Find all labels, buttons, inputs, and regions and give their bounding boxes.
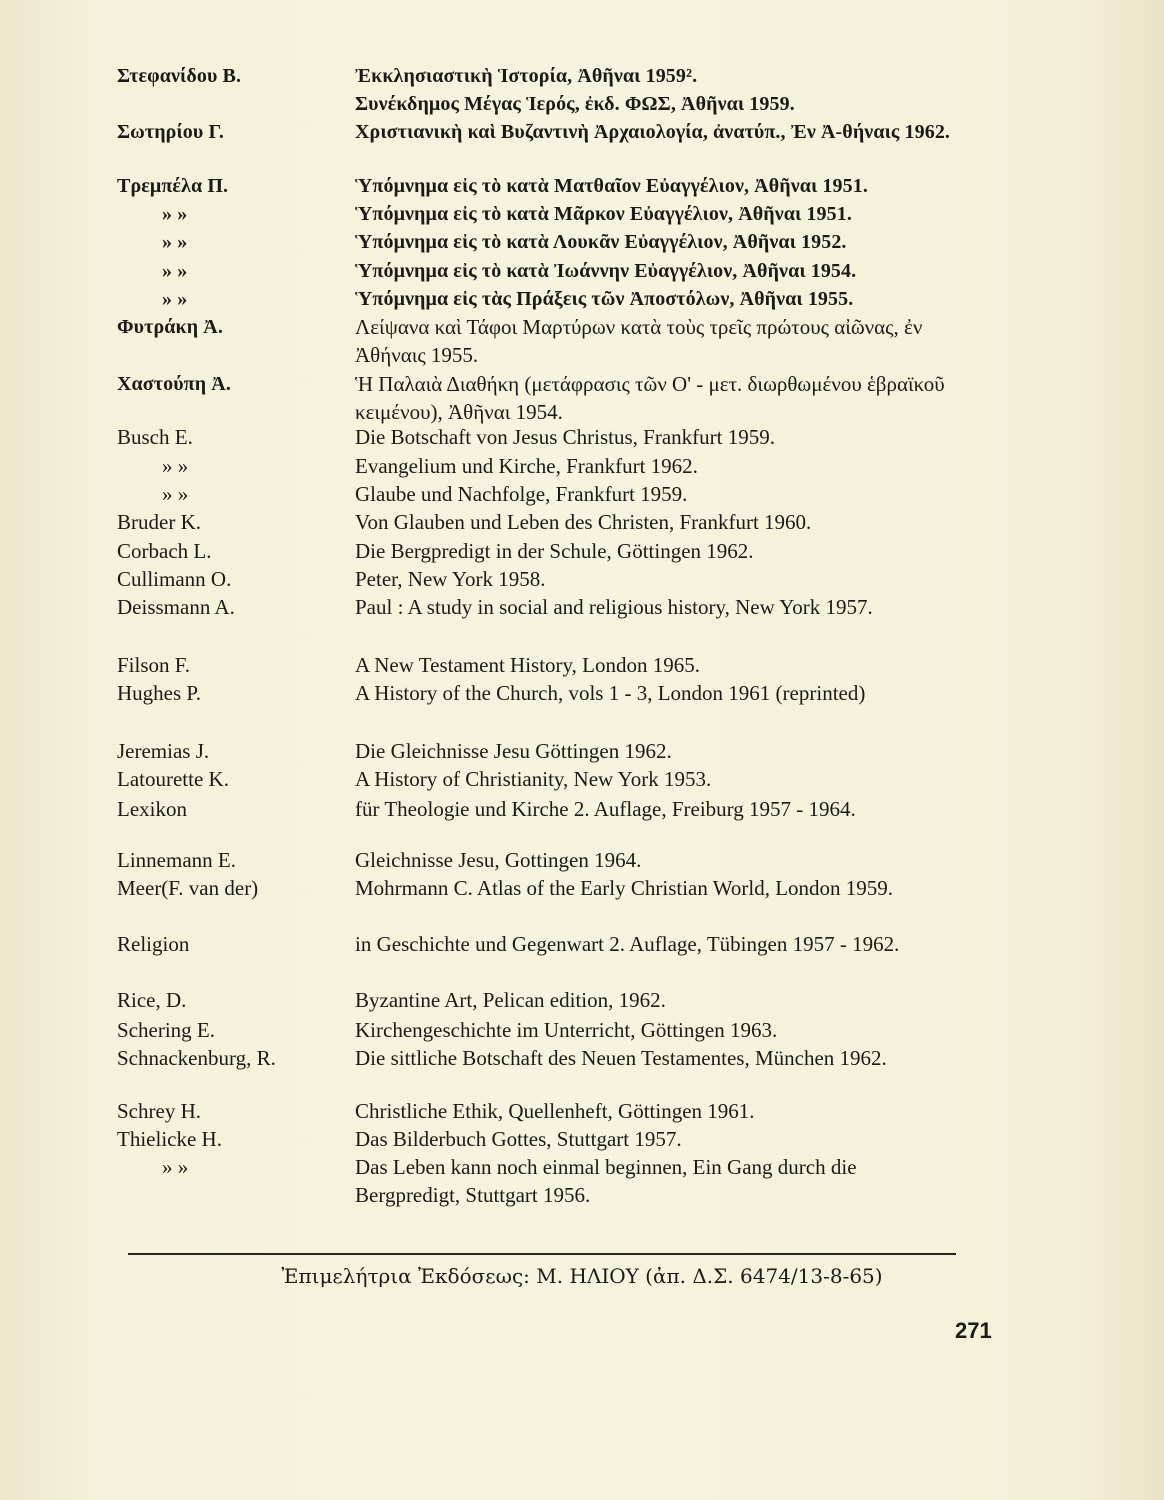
entry-title: Die sittliche Botschaft des Neuen Testamentes, München 1962.: [355, 1046, 887, 1070]
entry-title: Ὑπόμνημα εἰς τὰς Πράξεις τῶν Ἀποστόλων, Ἀθῆναι 1955.: [355, 288, 854, 310]
entry-author: Bruder K.: [117, 510, 201, 534]
entry-author: » »: [162, 1155, 189, 1179]
entry-author: » »: [162, 203, 188, 225]
entry-author: Τρεμπέλα Π.: [117, 175, 229, 197]
entry-title: Λείψανα καὶ Τάφοι Μαρτύρων κατὰ τοὺς τρεῖς πρώτους αἰῶνας, ἐν Ἀθήναις 1955.: [355, 315, 923, 367]
entry-author: Schering E.: [117, 1018, 215, 1042]
entry-author: Jeremias J.: [117, 739, 210, 763]
entry-author: Thielicke H.: [117, 1127, 222, 1151]
entry-title: Glaube und Nachfolge, Frankfurt 1959.: [355, 482, 688, 506]
entry-title: Die Botschaft von Jesus Christus, Frankfurt 1959.: [355, 425, 775, 449]
entry-title: Ὑπόμνημα εἰς τὸ κατὰ Μᾶρκον Εὐαγγέλιον, Ἀθῆναι 1951.: [355, 203, 852, 225]
entry-author: Religion: [117, 932, 190, 956]
entry-author: Schnackenburg, R.: [117, 1046, 276, 1070]
entry-title: A History of Christianity, New York 1953.: [355, 767, 712, 791]
entry-title: Ὑπόμνημα εἰς τὸ κατὰ Ματθαῖον Εὐαγγέλιον, Ἀθῆναι 1951.: [355, 175, 868, 197]
entry-title: Peter, New York 1958.: [355, 567, 546, 591]
entry-author: » »: [162, 260, 188, 282]
entry-author: Linnemann E.: [117, 848, 236, 872]
entry-title: Das Leben kann noch einmal beginnen, Ein Gang durch die Bergpredigt, Stuttgart 1956.: [355, 1155, 857, 1207]
entry-title: für Theologie und Kirche 2. Auflage, Freiburg 1957 - 1964.: [355, 797, 856, 821]
entry-title: Byzantine Art, Pelican edition, 1962.: [355, 988, 666, 1012]
entry-author: Busch E.: [117, 425, 193, 449]
entry-title: Ὑπόμνημα εἰς τὸ κατὰ Λουκᾶν Εὐαγγέλιον, Ἀθῆναι 1952.: [355, 231, 847, 253]
entry-author: Σωτηρίου Γ.: [117, 121, 224, 143]
entry-title: Kirchengeschichte im Unterricht, Göttingen 1963.: [355, 1018, 778, 1042]
entry-author: Deissmann A.: [117, 595, 235, 619]
entry-author: Στεφανίδου Β.: [117, 65, 242, 87]
entry-title: Das Bilderbuch Gottes, Stuttgart 1957.: [355, 1127, 682, 1151]
entry-title: Ὑπόμνημα εἰς τὸ κατὰ Ἰωάννην Εὐαγγέλιον, Ἀθῆναι 1954.: [355, 260, 857, 282]
entry-title: Mohrmann C. Atlas of the Early Christian World, London 1959.: [355, 876, 894, 900]
entry-title: Von Glauben und Leben des Christen, Frankfurt 1960.: [355, 510, 812, 534]
entry-title: Die Bergpredigt in der Schule, Göttingen 1962.: [355, 539, 754, 563]
page-number: 271: [955, 1318, 992, 1343]
entry-author: Cullimann O.: [117, 567, 232, 591]
entry-title: Paul : A study in social and religious history, New York 1957.: [355, 595, 873, 619]
entry-title: Christliche Ethik, Quellenheft, Göttingen 1961.: [355, 1099, 755, 1123]
entry-author: » »: [162, 288, 188, 310]
entry-title: Ἡ Παλαιὰ Διαθήκη (μετάφρασις τῶν Ο' - μετ. διωρθωμένου ἑβραϊκοῦ κειμένου), Ἀθῆναι 1954.: [355, 372, 945, 424]
entry-author: Χαστούπη Ἀ.: [117, 373, 231, 395]
entry-title: Συνέκδημος Μέγας Ἱερός, ἐκδ. ΦΩΣ, Ἀθῆναι 1959.: [355, 93, 795, 115]
entry-title: in Geschichte und Gegenwart 2. Auflage, Tübingen 1957 - 1962.: [355, 932, 900, 956]
entry-author: » »: [162, 482, 189, 506]
entry-author: Lexikon: [117, 797, 187, 821]
entry-author: Rice, D.: [117, 988, 187, 1012]
entry-author: Latourette K.: [117, 767, 229, 791]
entry-title: Evangelium und Kirche, Frankfurt 1962.: [355, 454, 698, 478]
entry-title: Χριστιανικὴ καὶ Βυζαντινὴ Ἀρχαιολογία, ἀνατύπ., Ἐν Ἀ-θήναις 1962.: [355, 121, 951, 143]
publisher-note: Ἐπιμελήτρια Ἐκδόσεως: Μ. ΗΛΙΟΥ (ἀπ. Δ.Σ. 6474/13-8-65): [281, 1264, 883, 1288]
entry-author: Filson F.: [117, 653, 191, 677]
entry-author: Schrey H.: [117, 1099, 201, 1123]
entry-title: Die Gleichnisse Jesu Göttingen 1962.: [355, 739, 672, 763]
entry-title: Gleichnisse Jesu, Gottingen 1964.: [355, 848, 642, 872]
entry-author: Φυτράκη Ἀ.: [117, 316, 223, 338]
entry-author: » »: [162, 454, 189, 478]
footer-divider: [128, 1253, 956, 1255]
entry-author: Corbach L.: [117, 539, 212, 563]
entry-author: Hughes P.: [117, 681, 202, 705]
entry-author: » »: [162, 231, 188, 253]
entry-title: A New Testament History, London 1965.: [355, 653, 700, 677]
entry-title: A History of the Church, vols 1 - 3, London 1961 (reprinted): [355, 681, 866, 705]
entry-title: Ἐκκλησιαστικὴ Ἱστορία, Ἀθῆναι 1959².: [355, 65, 698, 87]
entry-author: Meer(F. van der): [117, 876, 259, 900]
